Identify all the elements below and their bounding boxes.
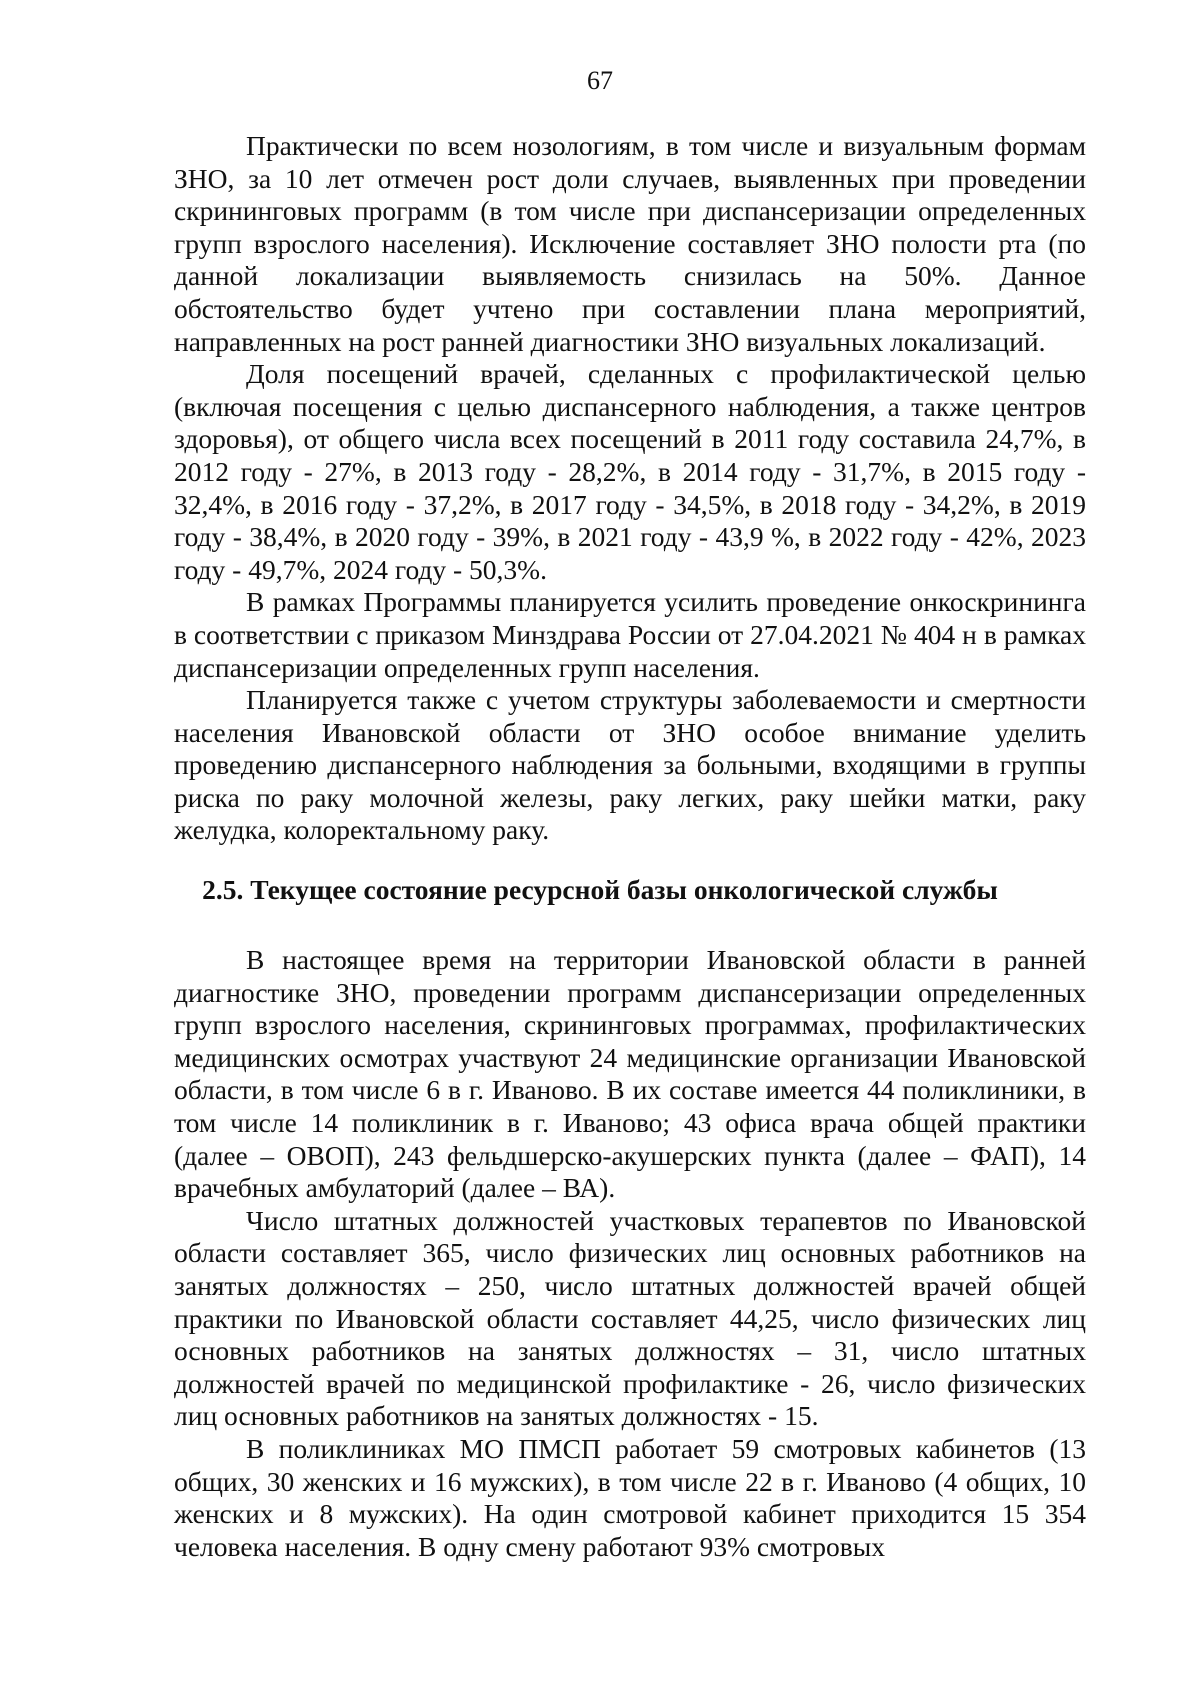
- paragraph-staff-positions: Число штатных должностей участковых терапевтов по Ивановской области составляет 365, число физических лиц основных работников на занятых должностях – 250, число штатных должностей врачей общей практики по Ивановской области составляет 44,25, число физических лиц основных работников на занятых должностях – 31, число штатных должностей врачей по медицинской профилактике - 26, число физических лиц основных работников на занятых должностях - 15.: [174, 1204, 1086, 1432]
- paragraph-screening-share: Практически по всем нозологиям, в том числе и визуальным формам ЗНО, за 10 лет отмечен рост доли случаев, выявленных при проведении скрининговых программ (в том числе при диспансеризации определенных групп взрослого населения). Исключение составляет ЗНО полости рта (по данной локализации выявляемость снизилась на 50%. Данное обстоятельство будет учтено при составлении плана мероприятий, направленных на рост ранней диагностики ЗНО визуальных локализаций.: [174, 130, 1086, 357]
- page-number: 67: [587, 66, 613, 95]
- text-block-before-heading: [174, 130, 1086, 847]
- text-block-after-heading: [174, 944, 1086, 1563]
- paragraph-examination-rooms: В поликлиниках МО ПМСП работает 59 смотровых кабинетов (13 общих, 30 женских и 16 мужских), в том числе 22 в г. Иваново (4 общих, 10 женских и 8 мужских). На один смотровой кабинет приходится 15 354 человека населения. В одну смену работают 93% смотровых: [174, 1432, 1086, 1562]
- paragraph-preventive-visits: Доля посещений врачей, сделанных с профилактической целью (включая посещения с целью диспансерного наблюдения, а также центров здоровья), от общего числа всех посещений в 2011 году составила 24,7%, в 2012 году - 27%, в 2013 году - 28,2%, в 2014 году - 31,7%, в 2015 году - 32,4%, в 2016 году - 37,2%, в 2017 году - 34,5%, в 2018 году - 34,2%, в 2019 году - 38,4%, в 2020 году - 39%, в 2021 году - 43,9 %, в 2022 году - 42%, 2023 году - 49,7%, 2024 году - 50,3%.: [174, 358, 1086, 585]
- section-heading: 2.5. Текущее состояние ресурсной базы онкологической службы: [202, 874, 998, 905]
- paragraph-oncoscreening-plan: В рамках Программы планируется усилить проведение онкоскрининга в соответствии с приказом Минздрава России от 27.04.2021 № 404 н в рамках диспансеризации определенных групп населения.: [174, 586, 1086, 683]
- paragraph-risk-groups: Планируется также с учетом структуры заболеваемости и смертности населения Ивановской области от ЗНО особое внимание уделить проведению диспансерного наблюдения за больными, входящими в группы риска по раку молочной железы, раку легких, раку шейки матки, раку желудка, колоректальному раку.: [174, 684, 1086, 846]
- paragraph-medical-organizations: В настоящее время на территории Ивановской области в ранней диагностике ЗНО, проведении программ диспансеризации определенных групп взрослого населения, скрининговых программах, профилактических медицинских осмотрах участвуют 24 медицинские организации Ивановской области, в том числе 6 в г. Иваново. В их составе имеется 44 поликлиники, в том числе 14 поликлиник в г. Иваново; 43 офиса врача общей практики (далее – ОВОП), 243 фельдшерско-акушерских пункта (далее – ФАП), 14 врачебных амбулаторий (далее – ВА).: [174, 944, 1086, 1204]
